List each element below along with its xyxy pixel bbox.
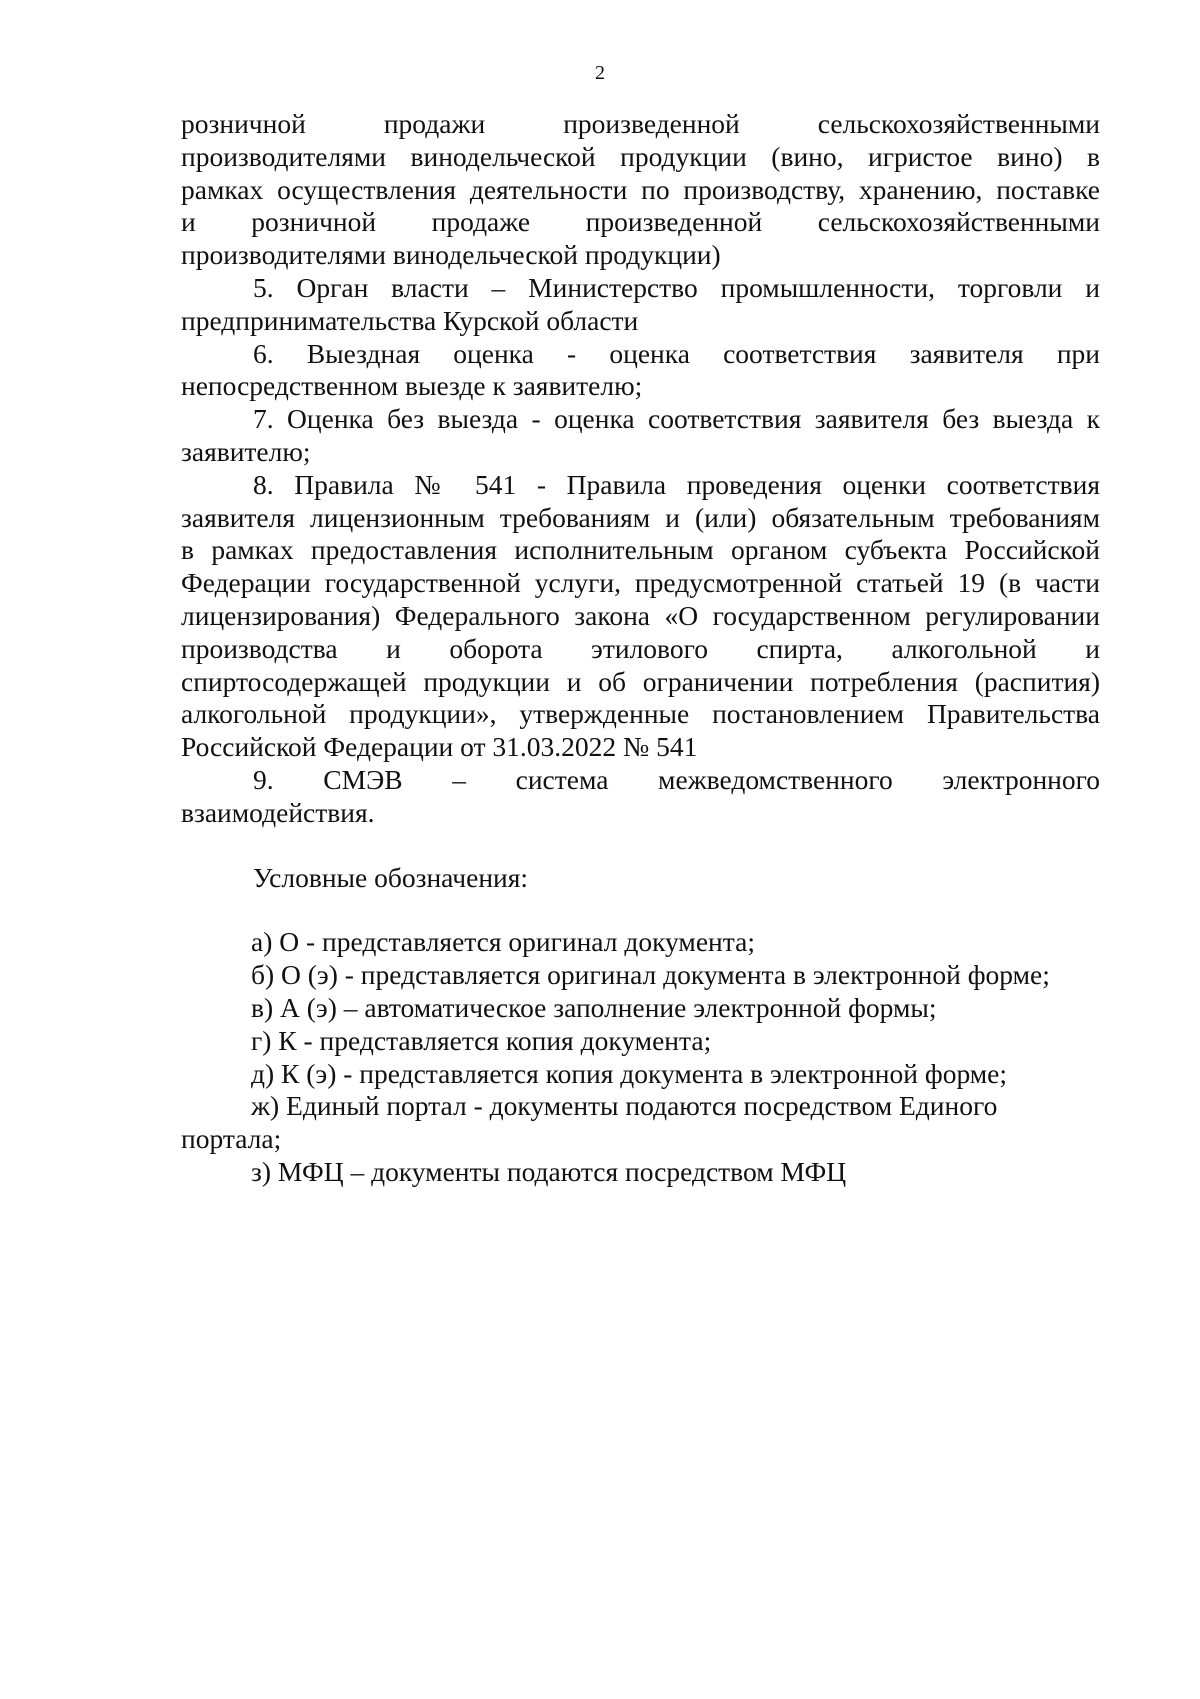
page-number: 2: [595, 62, 605, 84]
text-line: производства и оборота этилового спирта, алкогольной и: [181, 632, 1100, 664]
legend-item-a: а) О - представляется оригинал документа;: [251, 926, 755, 958]
text-line: 8. Правила № 541 - Правила проведения оценки соответствия: [253, 468, 1100, 500]
text-line: рамках осуществления деятельности по производству, хранению, поставке: [181, 173, 1100, 205]
text-line: и розничной продаже произведенной сельскохозяйственными: [181, 206, 1100, 238]
text-line: 7. Оценка без выезда - оценка соответствия заявителя без выезда к: [253, 403, 1100, 435]
text-line: Российской Федерации от 31.03.2022 № 541: [181, 731, 698, 763]
legend-item-d: д) К (э) - представляется копия документа в электронной форме;: [251, 1057, 1008, 1089]
definition-item-8: [181, 469, 1100, 764]
text-line: 6. Выездная оценка - оценка соответствия заявителя при: [253, 337, 1100, 369]
definition-item-9: [181, 764, 1100, 830]
text-line: производителями винодельческой продукции (вино, игристое вино) в: [181, 140, 1100, 172]
legend-item-g: г) К - представляется копия документа;: [251, 1024, 712, 1056]
text-line: непосредственном выезде к заявителю;: [181, 370, 643, 402]
document-body: [181, 108, 1100, 1189]
text-line: розничной продажи произведенной сельскохозяйственными: [181, 108, 1100, 139]
legend-item-v: в) А (э) – автоматическое заполнение электронной формы;: [251, 991, 937, 1023]
text-line: 5. Орган власти – Министерство промышленности, торговли и: [253, 271, 1100, 303]
text-line: в рамках предоставления исполнительным органом субъекта Российской: [181, 534, 1100, 566]
legend-item-zh: ж) Единый портал - документы подаются посредством Единого портала;: [181, 1090, 998, 1155]
definition-item-5: [181, 272, 1100, 338]
text-line: алкогольной продукции», утвержденные постановлением Правительства: [181, 698, 1100, 730]
definition-item-6: [181, 338, 1100, 404]
text-line: заявителю;: [181, 435, 311, 467]
text-line: спиртосодержащей продукции и об ограничении потребления (распития): [181, 665, 1100, 697]
legend-title: Условные обозначения:: [253, 861, 529, 893]
text-line: Федерации государственной услуги, предусмотренной статьей 19 (в части: [181, 567, 1100, 599]
legend-list: [181, 926, 1100, 1188]
text-line: взаимодействия.: [181, 796, 375, 828]
definition-item-7: [181, 403, 1100, 469]
legend-item-z: з) МФЦ – документы подаются посредством МФЦ: [251, 1155, 847, 1187]
text-line: заявителя лицензионным требованиям и (или) обязательным требованиям: [181, 501, 1100, 533]
legend-item-b: б) О (э) - представляется оригинал документа в электронной форме;: [251, 959, 1050, 991]
text-line: предпринимательства Курской области: [181, 304, 639, 336]
text-line: 9. СМЭВ – система межведомственного электронного: [253, 763, 1100, 795]
text-line: лицензирования) Федерального закона «О государственном регулировании: [181, 599, 1100, 631]
paragraph-retail-sale-continuation: [181, 108, 1100, 272]
text-line: производителями винодельческой продукции): [181, 239, 721, 271]
